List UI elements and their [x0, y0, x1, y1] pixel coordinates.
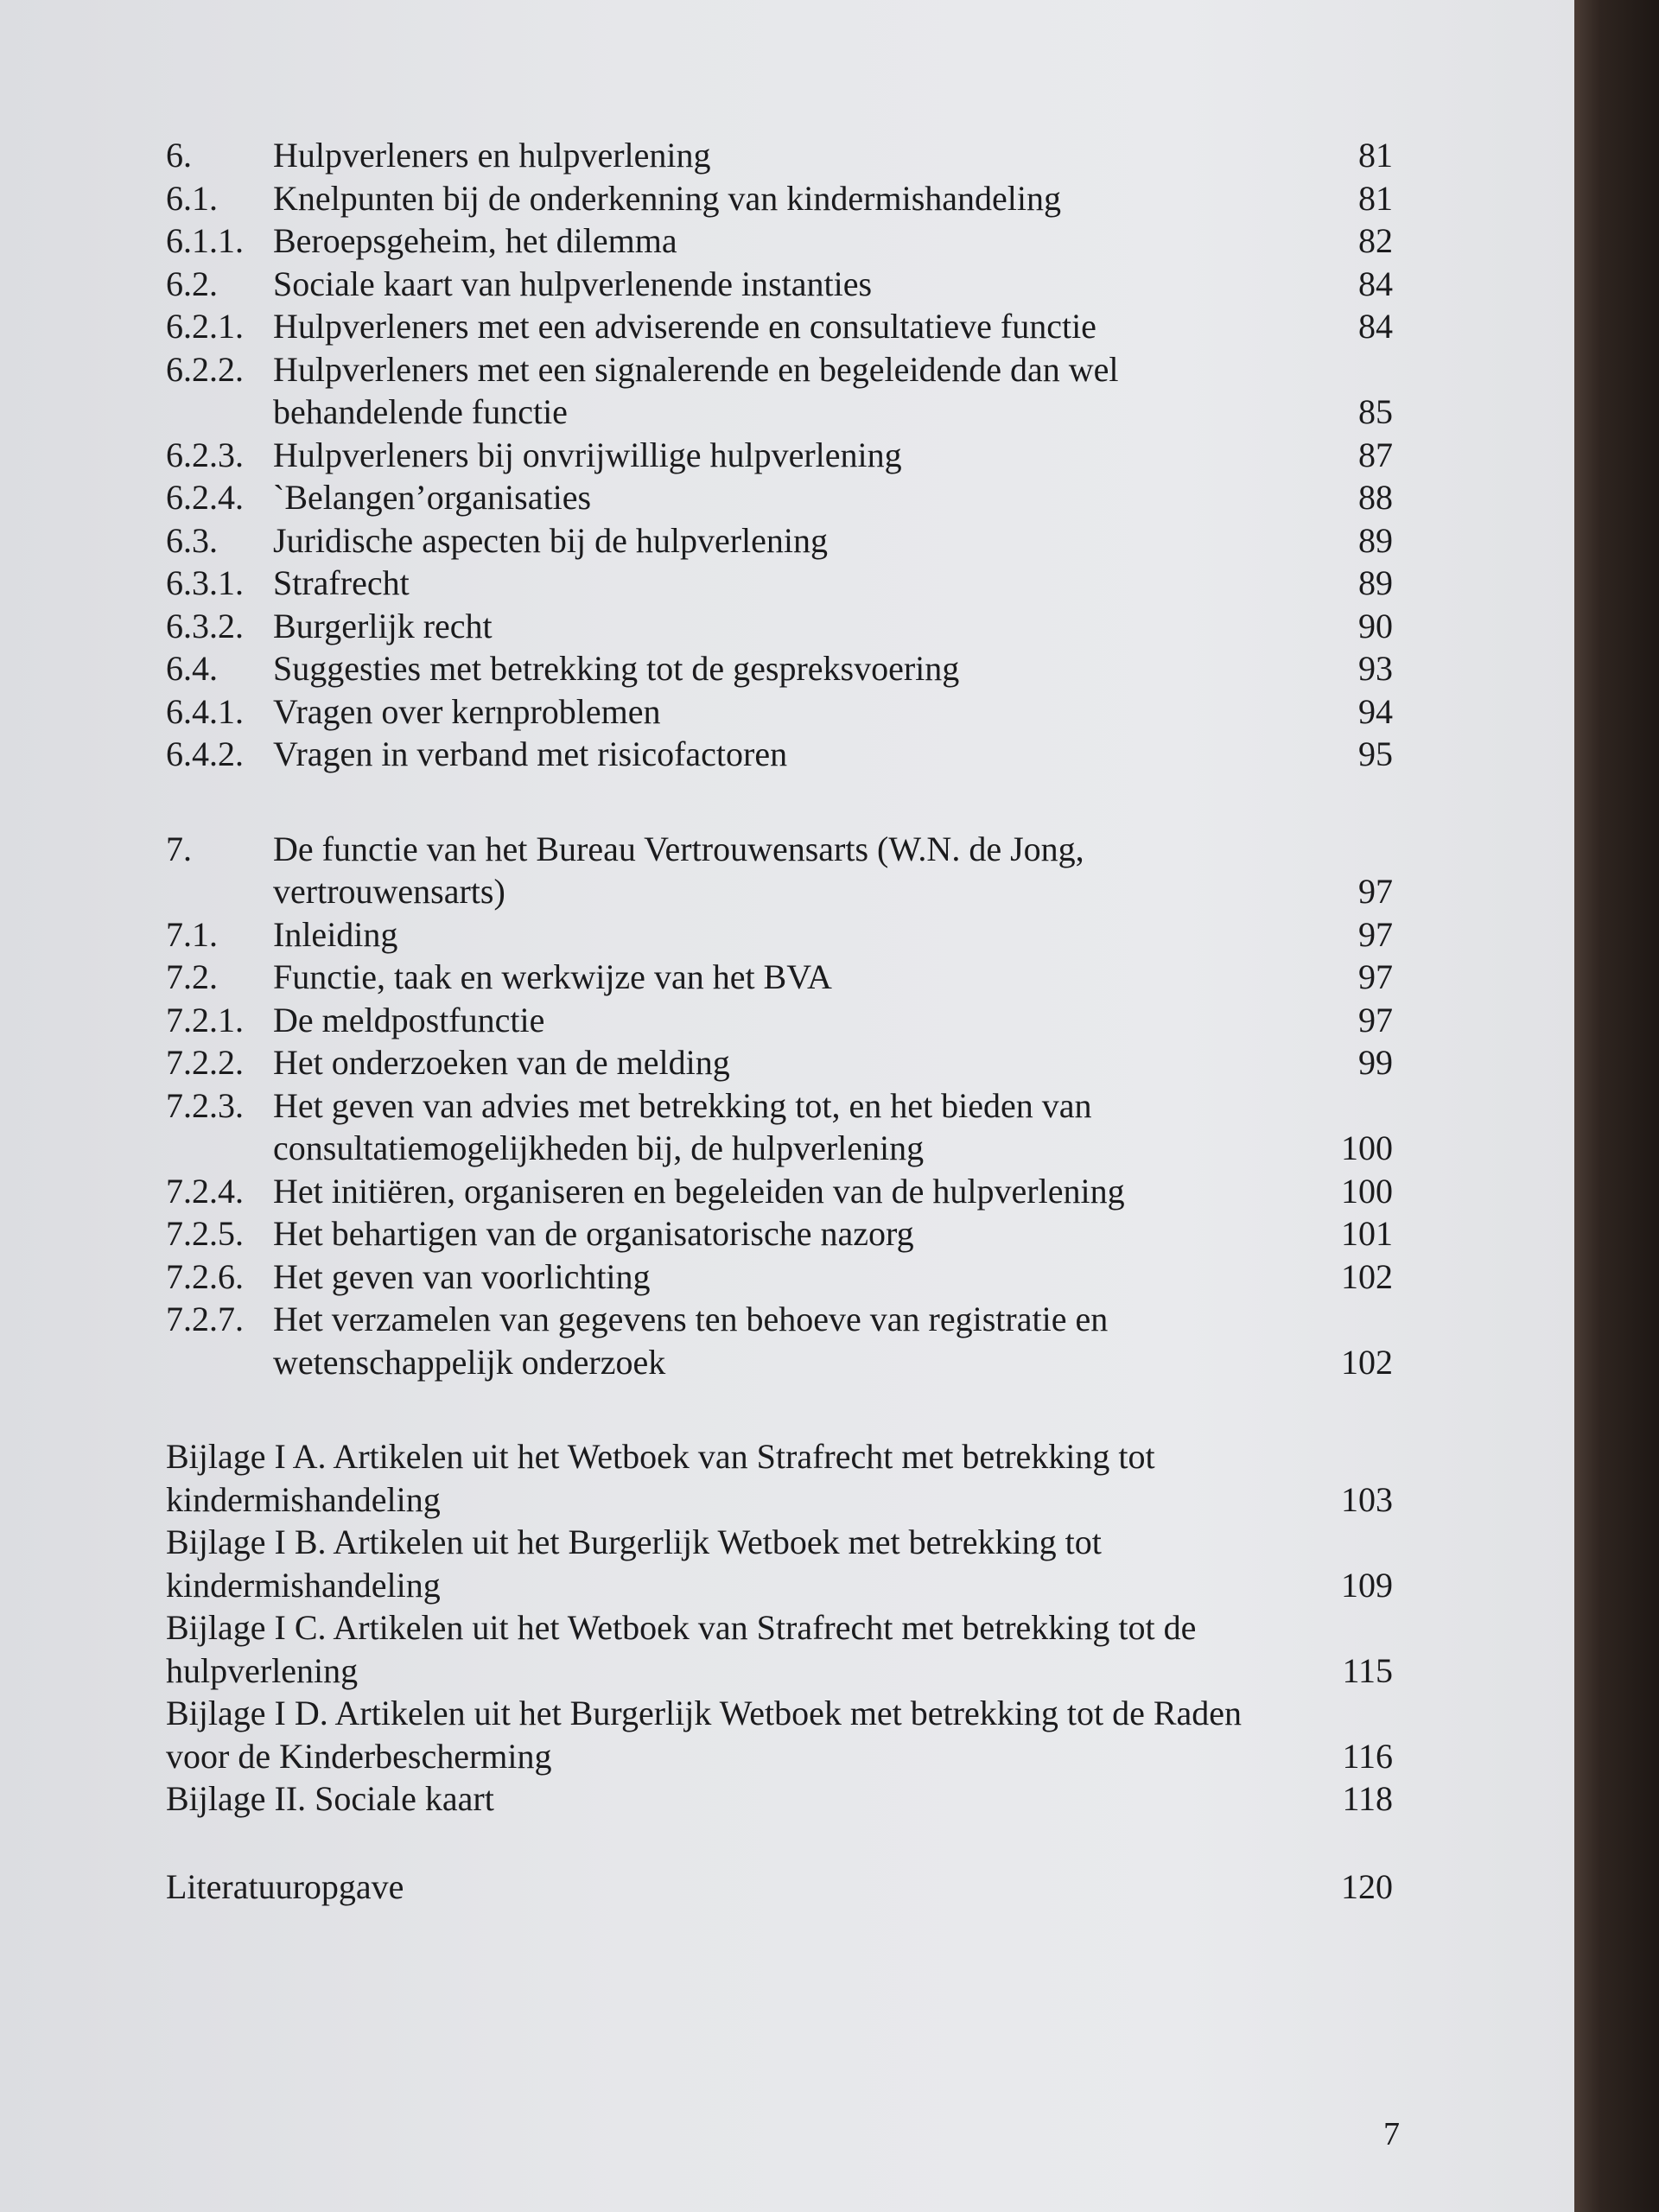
toc-entry [166, 733, 1393, 776]
toc-entry-title [273, 999, 1289, 1042]
toc-entry-title [166, 1521, 1289, 1606]
toc-entry-title [273, 134, 1289, 177]
toc-entry-page: 87 [1358, 435, 1393, 474]
toc-entry-title [166, 1606, 1289, 1692]
toc-entry-number: 6. [166, 136, 192, 175]
toc-entry-page: 99 [1358, 1043, 1393, 1082]
toc-entry-title-line: Strafrecht [273, 563, 410, 602]
toc-entry-page: 97 [1358, 872, 1393, 911]
toc-entry-number: 6.2. [166, 264, 218, 303]
toc-entry-title-line: Het geven van voorlichting [273, 1256, 651, 1296]
toc-entry-title-line: Bijlage II. Sociale kaart [166, 1779, 494, 1818]
toc-entry-page: 100 [1341, 1128, 1393, 1167]
toc-entry-number: 7.2.3. [166, 1085, 244, 1125]
toc-entry-page: 118 [1342, 1779, 1393, 1818]
toc-entry-title-line: Burgerlijk recht [273, 606, 493, 645]
toc-section [166, 1435, 1393, 1821]
toc-entry-title [166, 1692, 1289, 1777]
toc-entry [166, 1298, 1393, 1383]
toc-entry-title [273, 913, 1289, 957]
toc-entry-page: 84 [1358, 264, 1393, 303]
toc-entry-title-line: Het geven van advies met betrekking tot, en het bieden van [273, 1085, 1092, 1125]
toc-entry [166, 348, 1393, 434]
toc-entry [166, 134, 1393, 177]
toc-entry-title [273, 263, 1289, 306]
toc-entry-page: 101 [1341, 1214, 1393, 1253]
toc-entry-title-line: Vragen in verband met risicofactoren [273, 734, 788, 773]
page-number: 7 [1383, 2116, 1400, 2152]
toc-entry-title-line: kindermishandeling [166, 1565, 441, 1605]
toc-entry-title-line: Beroepsgeheim, het dilemma [273, 221, 677, 260]
toc-entry-number: 6.4.1. [166, 691, 244, 731]
toc-entry-title-line: Bijlage I A. Artikelen uit het Wetboek van Strafrecht met betrekking tot [166, 1437, 1155, 1476]
toc-entry-title-line: behandelende functie [273, 392, 568, 431]
toc-entry [166, 1692, 1393, 1777]
toc-entry-number: 6.3.2. [166, 606, 244, 645]
toc-section [166, 1866, 1393, 1909]
toc-entry-page: 81 [1358, 178, 1393, 218]
toc-entry [166, 434, 1393, 477]
toc-entry [166, 1170, 1393, 1213]
table-of-contents [166, 134, 1393, 1908]
toc-entry-number: 6.2.4. [166, 478, 244, 517]
toc-entry-title-line: voor de Kinderbescherming [166, 1736, 552, 1776]
toc-entry-page: 115 [1342, 1650, 1393, 1690]
toc-entry-title-line: Suggesties met betrekking tot de gespreksvoering [273, 649, 960, 688]
toc-entry [166, 1606, 1393, 1692]
toc-entry [166, 1084, 1393, 1170]
toc-entry-title-line: hulpverlening [166, 1650, 359, 1690]
toc-entry-title [273, 828, 1289, 913]
toc-entry-page: 93 [1358, 649, 1393, 688]
toc-entry-page: 97 [1358, 957, 1393, 996]
toc-entry-page: 88 [1358, 478, 1393, 517]
toc-entry-number: 7.1. [166, 914, 218, 954]
toc-entry-page: 102 [1341, 1342, 1393, 1382]
toc-entry [166, 690, 1393, 734]
toc-entry-page: 85 [1358, 392, 1393, 431]
toc-entry-title-line: Hulpverleners bij onvrijwillige hulpverlening [273, 435, 902, 474]
toc-entry-title-line: De meldpostfunctie [273, 1000, 545, 1039]
toc-entry-title [166, 1866, 1289, 1909]
toc-entry-title-line: Hulpverleners met een adviserende en consultatieve functie [273, 307, 1096, 346]
toc-entry-page: 89 [1358, 520, 1393, 560]
toc-section [166, 828, 1393, 1384]
toc-entry-page: 90 [1358, 606, 1393, 645]
toc-entry-number: 7. [166, 829, 192, 868]
toc-entry [166, 1521, 1393, 1606]
toc-entry-page: 120 [1341, 1866, 1393, 1906]
toc-entry-title [273, 1298, 1289, 1383]
toc-entry-page: 94 [1358, 691, 1393, 731]
toc-entry-title-line: kindermishandeling [166, 1479, 441, 1519]
section-gap [166, 776, 1393, 828]
toc-entry-title-line: Knelpunten bij de onderkenning van kindermishandeling [273, 178, 1062, 218]
toc-entry-page: 102 [1341, 1256, 1393, 1296]
toc-entry-number: 7.2.2. [166, 1043, 244, 1082]
toc-entry-page: 97 [1358, 914, 1393, 954]
toc-entry [166, 1435, 1393, 1521]
toc-entry-page: 103 [1341, 1479, 1393, 1519]
toc-entry-title-line: Hulpverleners met een signalerende en begeleidende dan wel [273, 349, 1119, 389]
toc-entry-title-line: Bijlage I B. Artikelen uit het Burgerlijk Wetboek met betrekking tot [166, 1522, 1102, 1561]
section-gap [166, 1383, 1393, 1435]
toc-entry-page: 109 [1341, 1565, 1393, 1605]
toc-entry [166, 605, 1393, 648]
toc-entry-title [273, 1255, 1289, 1299]
toc-entry-title [273, 605, 1289, 648]
toc-entry-number: 7.2.1. [166, 1000, 244, 1039]
toc-entry-page: 89 [1358, 563, 1393, 602]
toc-entry-title-line: Bijlage I C. Artikelen uit het Wetboek van Strafrecht met betrekking tot de [166, 1608, 1197, 1647]
toc-entry-title [273, 348, 1289, 434]
toc-entry [166, 562, 1393, 605]
toc-entry-number: 7.2.6. [166, 1256, 244, 1296]
toc-entry-number: 6.2.3. [166, 435, 244, 474]
toc-entry-number: 6.3.1. [166, 563, 244, 602]
toc-entry-title [273, 562, 1289, 605]
toc-entry-title [273, 1084, 1289, 1170]
toc-entry-page: 100 [1341, 1171, 1393, 1211]
toc-entry-title [166, 1435, 1289, 1521]
toc-entry-number: 6.4. [166, 649, 218, 688]
toc-entry-title-line: Het behartigen van de organisatorische nazorg [273, 1214, 914, 1253]
toc-entry [166, 177, 1393, 220]
toc-entry-title-line: Het initiëren, organiseren en begeleiden van de hulpverlening [273, 1171, 1125, 1211]
toc-entry [166, 828, 1393, 913]
toc-entry [166, 1041, 1393, 1084]
toc-entry-title [273, 219, 1289, 263]
toc-entry-title [273, 1041, 1289, 1084]
toc-entry-title-line: vertrouwensarts) [273, 872, 505, 911]
toc-entry-page: 95 [1358, 734, 1393, 773]
toc-entry-title [273, 1212, 1289, 1255]
toc-entry-number: 7.2.4. [166, 1171, 244, 1211]
toc-entry-title-line: `Belangen’organisaties [273, 478, 592, 517]
toc-entry-page: 81 [1358, 136, 1393, 175]
toc-entry-title-line: Sociale kaart van hulpverlenende instanties [273, 264, 873, 303]
toc-entry-title [166, 1777, 1289, 1821]
toc-entry [166, 1777, 1393, 1821]
toc-entry [166, 219, 1393, 263]
toc-entry [166, 263, 1393, 306]
toc-entry-title [273, 956, 1289, 999]
toc-entry [166, 1212, 1393, 1255]
book-edge [1574, 0, 1659, 2212]
toc-entry-title-line: De functie van het Bureau Vertrouwensarts (W.N. de Jong, [273, 829, 1084, 868]
toc-entry-number: 6.2.2. [166, 349, 244, 389]
toc-entry [166, 519, 1393, 563]
toc-entry-title [273, 476, 1289, 519]
toc-entry-title-line: consultatiemogelijkheden bij, de hulpverlening [273, 1128, 925, 1167]
toc-entry-number: 6.3. [166, 520, 218, 560]
toc-entry-title-line: Juridische aspecten bij de hulpverlening [273, 520, 829, 560]
toc-entry-title-line: Literatuuropgave [166, 1866, 404, 1906]
toc-entry-title-line: Het onderzoeken van de melding [273, 1043, 730, 1082]
toc-entry-title-line: Vragen over kernproblemen [273, 691, 661, 731]
toc-entry-title-line: Het verzamelen van gegevens ten behoeve van registratie en [273, 1300, 1109, 1338]
toc-entry-page: 84 [1358, 307, 1393, 346]
toc-entry-title-line: wetenschappelijk onderzoek [273, 1342, 666, 1382]
toc-entry-title [273, 434, 1289, 477]
toc-entry [166, 1255, 1393, 1299]
toc-entry [166, 999, 1393, 1042]
toc-entry-number: 6.2.1. [166, 307, 244, 346]
toc-entry-page: 82 [1358, 221, 1393, 260]
toc-entry-title [273, 519, 1289, 563]
toc-entry [166, 956, 1393, 999]
toc-entry-title [273, 1170, 1289, 1213]
toc-entry-page: 97 [1358, 1000, 1393, 1039]
toc-entry-title [273, 177, 1289, 220]
toc-entry-title [273, 305, 1289, 348]
toc-entry-title-line: Functie, taak en werkwijze van het BVA [273, 957, 832, 996]
toc-entry [166, 305, 1393, 348]
toc-entry-number: 7.2. [166, 957, 218, 996]
toc-entry-title [273, 647, 1289, 690]
toc-entry [166, 913, 1393, 957]
toc-section [166, 134, 1393, 776]
toc-entry-number: 7.2.7. [166, 1300, 244, 1338]
section-gap [166, 1821, 1393, 1866]
toc-entry [166, 1866, 1393, 1909]
toc-entry-number: 7.2.5. [166, 1214, 244, 1253]
toc-entry-title [273, 733, 1289, 776]
toc-entry-title-line: Hulpverleners en hulpverlening [273, 136, 711, 175]
toc-entry [166, 476, 1393, 519]
toc-entry-page: 116 [1342, 1736, 1393, 1776]
toc-entry-number: 6.1.1. [166, 221, 244, 260]
toc-entry-title-line: Inleiding [273, 914, 398, 954]
toc-entry-number: 6.4.2. [166, 734, 244, 773]
toc-entry-title-line: Bijlage I D. Artikelen uit het Burgerlijk Wetboek met betrekking tot de Raden [166, 1694, 1243, 1732]
toc-entry-title [273, 690, 1289, 734]
toc-entry-number: 6.1. [166, 178, 218, 218]
toc-entry [166, 647, 1393, 690]
